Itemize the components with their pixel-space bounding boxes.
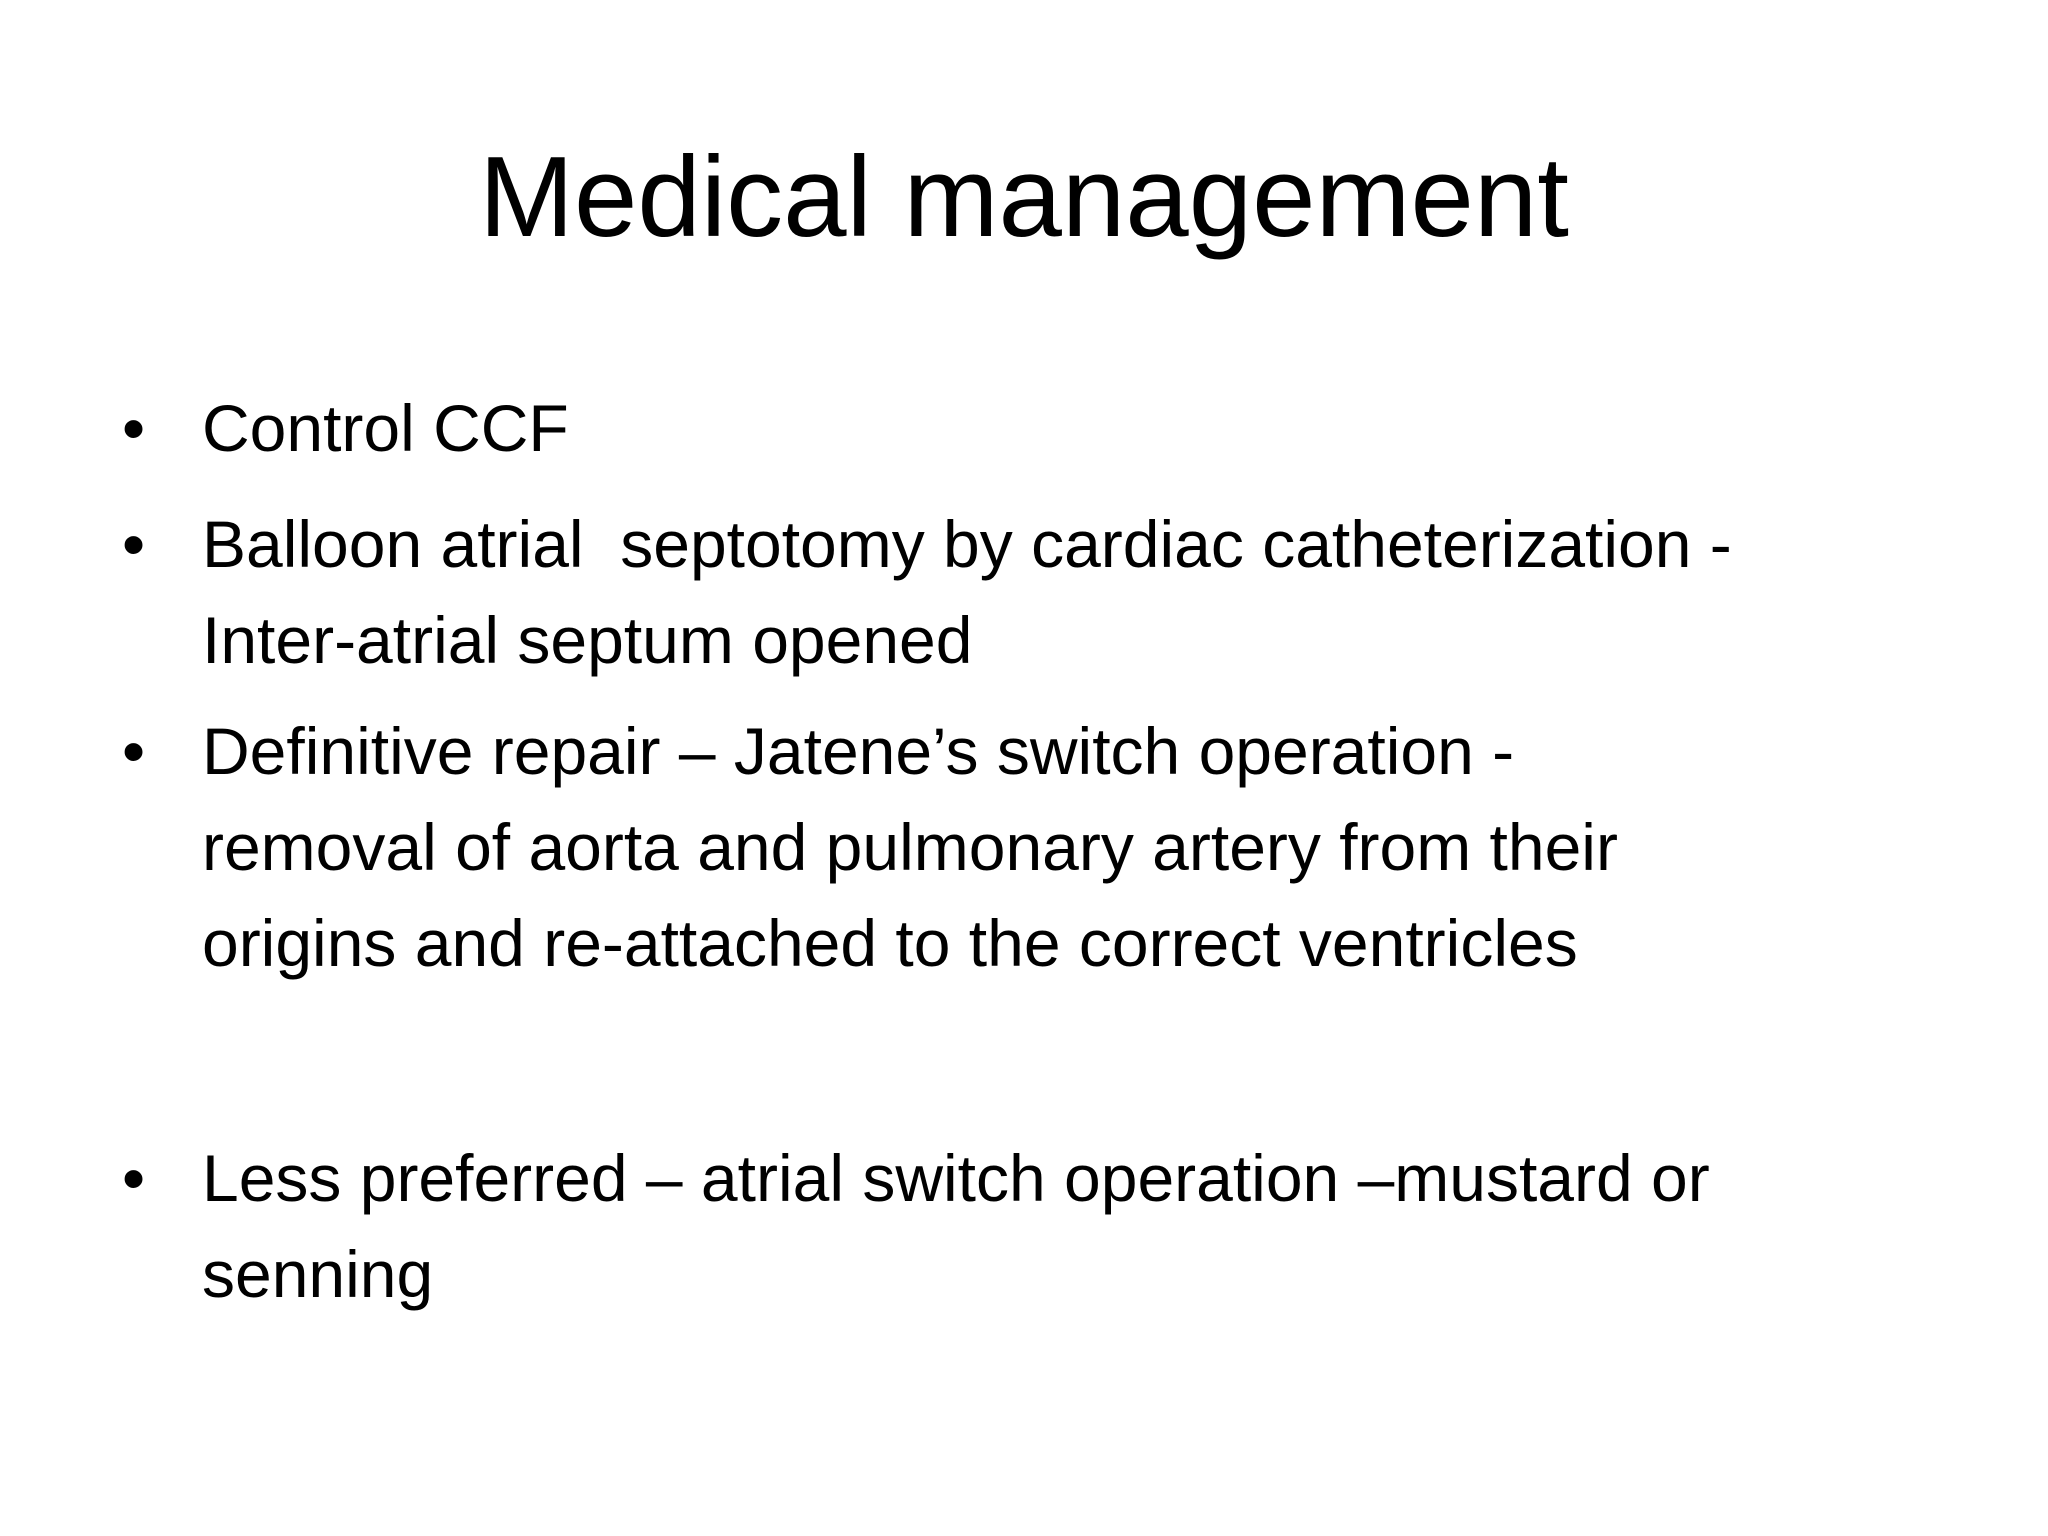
- bullet-text: Control CCF: [202, 391, 569, 465]
- bullet-text: Balloon atrial septotomy by cardiac catheterization - Inter-atrial septum opened: [202, 507, 1732, 677]
- bullet-marker: •: [122, 391, 146, 465]
- bullet-text: Definitive repair – Jatene’s switch operation - removal of aorta and pulmonary artery from their origins and re-attached to the correct ventricles: [202, 714, 1618, 980]
- bullet-text: Less preferred – atrial switch operation –mustard or senning: [202, 1141, 1710, 1311]
- slide-title: Medical management: [479, 134, 1569, 261]
- bullet-marker: •: [122, 507, 146, 581]
- bullet-marker: •: [122, 714, 146, 788]
- bullet-marker: •: [122, 1141, 146, 1215]
